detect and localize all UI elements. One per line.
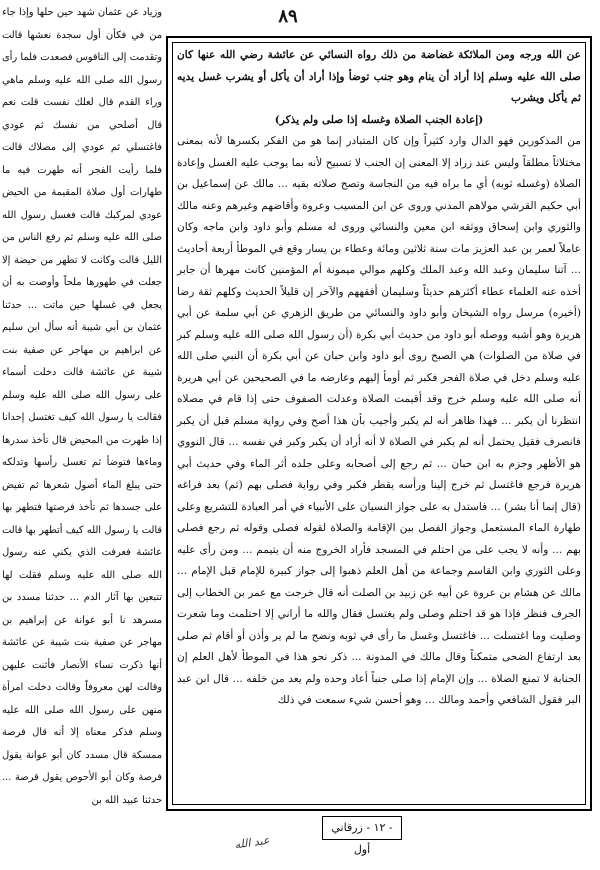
main-text-inner-border — [172, 42, 586, 805]
main-text-block — [177, 45, 581, 712]
page-number: ٨٩ — [278, 6, 298, 27]
main-text-body: من المذكورين فهو الدال وارد كثيراً وإن كان المتبادر إنما هو من الفكر بكسرها لأنه بمعنى مختلاثاً مطلقاً وليس عند زراد إلا المعنى إن الجنب لا تسبيح لأنه بما يوجب عليه الغسل وإعادة الصلاة (وغسله ثوبه) أي ما براه فيه من النجاسة وتصح صلاته بقيه ... مالك عن إسماعيل بن أبي حكيم القرشي مولاهم المدني وروى عن ابن المسيب وعروة وأقاضهم وغيرهم وعنه مالك والثوري وابن إسحاق ووثقه ابن معين والنسائي وروى له مسلم وأبو داود وابن ماجه وكان عاملاً لعمر بن عبد العزيز مات سنة ثلاثين ومائة وعطاء بن يسار وقع في الموطأ أربعة أحاديث ... آتنا سليمان وعبد الله وعبد الملك وكلهم موالي ميمونة أم المؤمنين كانت مهرها أن جابر أخذه عنه العلماء عطاء أكثرهم حديثاً وسليمان أفقههم والآخر إن قليلاً الحديث وكلهم ثقة رضا (أخيره) مرسل رواه الشيخان وأبو داود والنسائي من طريق الزهري عن أبي سلمة عن أبي هريرة وهو أشبه ووصله أبو داود من حديث أبي بكرة (أن رسول الله صلى الله عليه وسلم كبر في صلاة من الصلوات) هي الصبح روى أبو داود وابن حبان عن أبي بكرة أن النبي صلى الله عليه وسلم دخل في صلاة الفجر فكبر ثم أومأ إليهم وعارضه ما في الصحيحين عن أبي هريرة أنه صلى الله عليه وسلم خرج وقد أقيمت الصلاة وعدلت الصفوف حتى إذا قام في مصلاه انتظرنا أن يكبر ... فهذا ظاهر أنه لم يكبر وأجيب بأن هذا أصح وفي رواية مسلم قبل أن يكبر فانصرف فقيل يحتمل أنه لم يكبر في الصلاة لا أنه أراد أن يكبر وكبر في نفسه ... قال النووي هو الأظهر وجزم به ابن حبان ... ثم رجع إلى أصحابه وعلى جلده أثر الماء وفي حديث أبي هريرة فرجع فاغتسل ثم خرج إلينا ورأسه يقطر فكبر وفي رواية فصلى بهم (ثم) بعد فراغه (قال إنما أنا بشر) ... فاستدل به على جواز النسيان على الأنبياء في أمر العبادة للتشريع وعلى طهارة الماء المستعمل وجواز الفصل بين الإقامة والصلاة لقوله فصلى وقوله ثم رجع فصلى بهم ... وأنه لا يجب على من احتلم في المسجد فأراد الخروج منه أن يتيمم ... ومن رأى عليه وعلى الثوري وابن القاسم وجماعة من أهل العلم ذهبوا إلى جواز كبيرة للإمام قبل الإمام ... مالك عن هشام بن عروة عن أبيه عن زبيد بن الصلت أنه قال خرجت مع عمر بن الخطاب إلى الجرف فنظر فإذا هو قد احتلم وصلى ولم يغتسل فقال والله ما أراني إلا احتلمت وما شعرت وصليت وما اغتسلت ... فاغتسل وغسل ما رأى في ثوبه ونضح ما لم ير وأذن أو أقام ثم صلى بعد ارتفاع الضحى متمكناً وقال مالك في المدونة ... ذكر نحو هذا في الموطأ لأهل العلم إن الجنابة لا تمنع الصلاة ... وإن الإمام إذا صلى جنباً أعاد وحده ولم يعد من خلفه ... قال ابن عبد البر فقول الشافعي وأحمد ومالك ... وهو أحسن شيء سمعت في ذلك — [177, 135, 581, 706]
section-footer: - ١٢ - زرقاني أول — [322, 816, 402, 840]
main-text-frame — [166, 36, 592, 811]
handwritten-margin-note: عبد الله — [233, 833, 271, 852]
section-subheading: (إعادة الجنب الصلاة وغسله إذا صلى ولم يذكر) — [274, 113, 484, 126]
main-text-heading: عن الله ورجه ومن الملائكة غضاضة من ذلك رواه النسائي عن عائشة رضي الله عنها كان صلى الله عليه وسلم إذا أراد أن ينام وهو جنب توضأ وإذا أراد أن يأكل أو يشرب غسل يديه ثم يأكل ويشرب — [177, 49, 581, 104]
margin-commentary: وزياد عن عثمان شهد حين حلها وإذا جاء من في فكأن أول سجدة نعشها قالت وتقدمت إلى الناقوس فصعدت فلما رأى رسول الله صلى الله عليه وسلم ماهي وراء القدم قال لعلك نفست قلت نعم قال أصلحي من نفسك ثم عودي فاغتسلي ثم عودي إلى مصلاك قالت فلما رأيت الفجر أنه طهرت فيه ما طهارات أول صلاة المقيمة من الحيض عودي لمركبك قالت فغسل رسول الله صلى الله عليه وسلم ثم رفع الناس من الليل قالت وكانت لا تطهر من حيضة إلا جعلت في طهورها ملحاً وأوصت به أن يجعل في غسلها حين ماتت ... حدثنا عثمان بن أبي شيبة أنه سأل ابن سليم عن ابراهيم بن مهاجر عن صفية بنت شيبة عن عائشة قالت دخلت أسماء على رسول الله صلى الله عليه وسلم فقالت يا رسول الله كيف تغتسل إحدانا إذا طهرت من المحيض قال تأخذ سدرها وماءها فتوضأ ثم تغسل رأسها وتدلكه حتى يبلغ الماء أصول شعرها ثم تفيض على جسدها ثم تأخذ فرصتها فتطهر بها قالت يا رسول الله كيف أتطهر بها قالت عائشة فعرفت الذي يكني عنه رسول الله صلى الله عليه وسلم فقلت لها تتبعين بها آثار الدم ... حدثنا مسدد بن مسرهد نا أبو عوانة عن إبراهيم بن مهاجر عن صفية بنت شيبة عن عائشة أنها ذكرت نساء الأنصار فأثنت عليهن وقالت لهن معروفاً وقالت دخلت امرأة منهن على رسول الله صلى الله عليه وسلم فذكر معناه إلا أنه قال فرصة ممسكة قال مسدد كان أبو عوانة يقول فرصة وكان أبو الأحوص يقول قرصة ... حدثنا عبيد الله بن — [2, 7, 162, 806]
